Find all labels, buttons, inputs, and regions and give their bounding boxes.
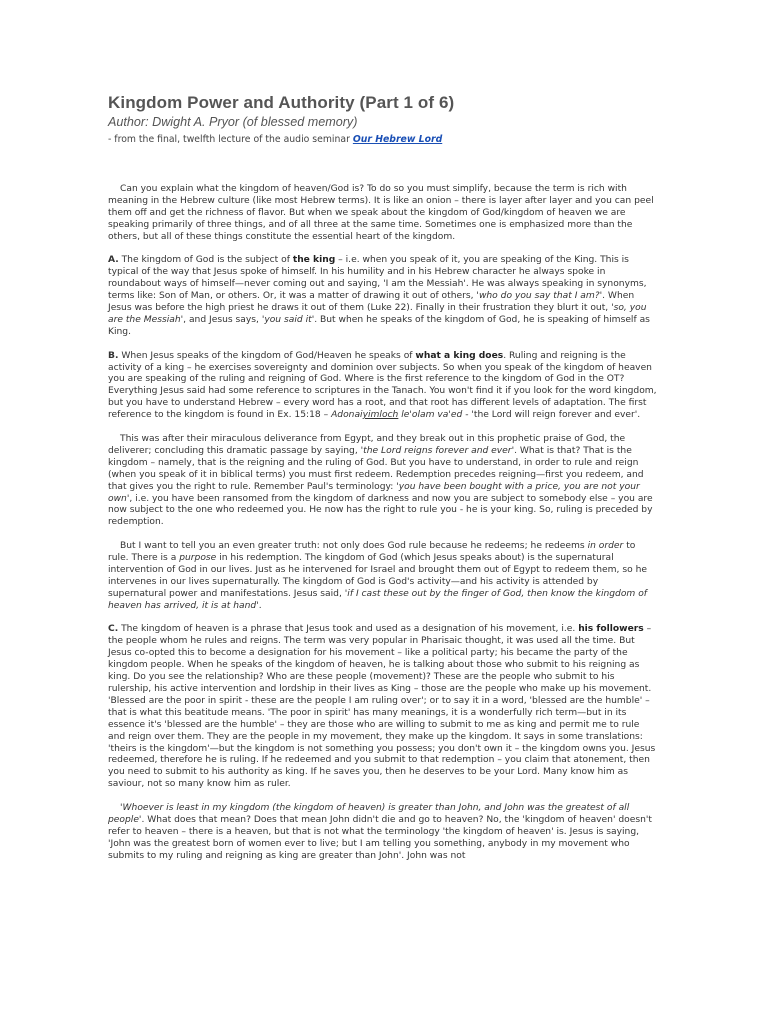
paragraph-point-b bbox=[108, 351, 658, 422]
least-text-1: . What does that mean? Does that mean John didn't die and go to heaven? No, the 'kingdom of heaven' doesn't refer to heaven – there is a heaven, but that is not what the terminology 'the kingdom of heaven' is. Jesus is saying, 'John was the greatest born of women ever to live; but I am telling you something, anybody in my movement who submits to my ruling and reigning as king are greater than John'. John was not bbox=[108, 814, 652, 861]
point-b-text-3: - 'the Lord will reign forever and ever'. bbox=[462, 410, 641, 421]
article-author: Author: Dwight A. Pryor (of blessed memory) bbox=[108, 115, 358, 129]
point-b-text-1: When Jesus speaks of the kingdom of God/Heaven he speaks of bbox=[118, 350, 416, 361]
truth-italic-2: purpose bbox=[179, 553, 217, 564]
point-a-quote-2: so, you are the Messiah bbox=[108, 303, 647, 325]
truth-italic-1: in order bbox=[587, 541, 624, 552]
source-prefix: - from the final, twelfth lecture of the audio seminar bbox=[108, 134, 353, 145]
point-c-emphasis: his followers bbox=[578, 624, 644, 635]
paragraph-least-in-kingdom bbox=[108, 803, 658, 863]
paragraph-point-c bbox=[108, 624, 658, 791]
point-a-text-5: '. But when he speaks of the kingdom of God, he is speaking of himself as King. bbox=[108, 314, 650, 337]
paragraph-redemption bbox=[108, 434, 658, 529]
point-a-text-4: ', and Jesus says, ' bbox=[180, 314, 265, 325]
seminar-link[interactable]: Our Hebrew Lord bbox=[352, 134, 443, 145]
least-quote: 'Whoever is least in my kingdom (the kingdom of heaven) is greater than John, and John was the greatest of all people' bbox=[108, 803, 630, 825]
truth-text-4: '. bbox=[256, 600, 262, 611]
point-c-text-2: – the people whom he rules and reigns. The term was very popular in Pharisaic thought, it was used all the time. But Jesus co-opted this to become a designation for his movement – like a political party; his became the party of the kingdom people. When he speaks of the kingdom of heaven, he is talking about those who submit to his reigning as king. Do you see the relationship? Who are these people (movement)? These are the people who submit to his rulership, his active intervention and lordship in their lives as King – those are the people who make up his movement. 'Blessed are the poor in spirit - these are the people I am ruling over'; or to say it in a word, 'blessed are the humble' – that is what this beatitude means. 'The poor in spirit' has many meanings, it is a wonderfully rich term—but in its essence it's 'blessed are the humble' – they are those who are willing to submit to me as king and permit me to rule and reign over them. They are the people in my movement, they make up the kingdom. It says in some translations: 'theirs is the kingdom'—but the kingdom is not something you possess; you don't own it – the kingdom owns you. Jesus redeemed, therefore he is ruling. If he redeemed and you submit to that redemption – you claim that atonement, then you need to submit to his authority as king. If he saves you, then he deserves to be your Lord. Many know him as saviour, not so many know him as ruler. bbox=[108, 624, 656, 790]
article-source bbox=[108, 133, 658, 146]
redemption-text-3: ', i.e. you have been ransomed from the kingdom of darkness and now you are subject to somebody else – you are now subject to the one who redeemed you. He now has the right to rule you - he is your king. So, ruling is preceded by redemption. bbox=[108, 493, 653, 528]
point-b-emphasis: what a king does bbox=[415, 350, 504, 361]
redemption-quote-1: the Lord reigns forever and ever bbox=[363, 445, 512, 456]
point-a-quote-1: who do you say that I am? bbox=[478, 291, 600, 302]
article-title: Kingdom Power and Authority (Part 1 of 6) bbox=[108, 93, 455, 112]
point-b-label: B. bbox=[108, 350, 119, 361]
point-b-text-2: . Ruling and reigning is the activity of a king – he exercises sovereignty and dominion over subjects. So when you speak of the kingdom of heaven you are speaking of the ruling and reigning of God. Where is the first reference to the kingdom of God in the OT? Everything Jesus said had some reference to scriptures in the Tanach. You won't find it if you look for the word kingdom, but you have to understand Hebrew – every word has a root, and that root has different levels of adaptation. The first reference to the kingdom is found in Ex. 15:18 – bbox=[108, 350, 657, 421]
truth-text-3: in his redemption. The kingdom of God (which Jesus speaks about) is the supernatural intervention of God in our lives. Just as he intervened for Israel and brought them out of Egypt to redeem them, so he intervenes in our lives supernaturally. The kingdom of God is God's activity—and his activity is attended by supernatural power and manifestations. Jesus said, ' bbox=[108, 553, 647, 599]
redemption-quote-2: you have been bought with a price, you are not your own bbox=[108, 481, 640, 504]
paragraph-point-a bbox=[108, 255, 658, 338]
article-body bbox=[108, 184, 658, 863]
truth-quote: if I cast these out by the finger of God, then know the kingdom of heaven has arrived, it is at hand bbox=[108, 588, 648, 611]
truth-text-1: But I want to tell you an even greater truth: not only does God rule because he redeems; he redeems bbox=[120, 541, 588, 552]
point-a-text-2: – i.e. when you speak of it, you are speaking of the King. This is typical of the way that Jesus spoke of himself. In his humility and in his Hebrew character he always spoke in roundabout ways of himself—never coming out and saying, 'I am the Messiah'. He was always speaking in synonyms, terms like: Son of Man, or others. Or, it was a matter of drawing it out of others, ' bbox=[108, 255, 647, 302]
point-c-label: C. bbox=[108, 624, 119, 635]
truth-text-2: to rule. There is a bbox=[108, 541, 636, 564]
point-b-hebrew-underlined: yimloch bbox=[362, 410, 399, 421]
point-b-hebrew-1: Adonai bbox=[331, 410, 363, 421]
point-a-text-3: '. When Jesus was before the high priest he draws it out of them (Luke 22). Finally in their frustration they blurt it out, ' bbox=[108, 291, 635, 314]
paragraph-intro: Can you explain what the kingdom of heaven/God is? To do so you must simplify, because the term is rich with meaning in the Hebrew culture (like most Hebrew terms). It is like an onion – there is layer after layer and you can peel them off and get the richness of flavor. But when we speak about the kingdom of God/kingdom of heaven we are speaking primarily of three things, and of all three at the same time. Sometimes one is emphasized more than the others, but all of these things constitute the essential heart of the kingdom. bbox=[108, 184, 654, 242]
point-b-hebrew-2: le'olam va'ed bbox=[398, 410, 463, 421]
point-a-quote-3: you said it bbox=[264, 314, 312, 325]
point-a-text-1: The kingdom of God is the subject of bbox=[118, 255, 293, 266]
point-c-text-1: The kingdom of heaven is a phrase that Jesus took and used as a designation of his movement, i.e. bbox=[118, 624, 579, 635]
redemption-text-1: This was after their miraculous deliverance from Egypt, and they break out in this prophetic praise of God, the deliverer; concluding this dramatic passage by saying, ' bbox=[108, 433, 626, 456]
redemption-text-2: '. What is that? That is the kingdom – namely, that is the reigning and the ruling of God. But you have to understand, in order to rule and reign (when you speak of it in biblical terms) you must first redeem. Redemption precedes reigning—first you redeem, and that gives you the right to rule. Remember Paul's terminology: ' bbox=[108, 445, 644, 492]
point-a-label: A. bbox=[108, 255, 119, 266]
paragraph-greater-truth bbox=[108, 541, 658, 612]
article bbox=[108, 92, 658, 874]
point-a-emphasis: the king bbox=[292, 255, 336, 266]
